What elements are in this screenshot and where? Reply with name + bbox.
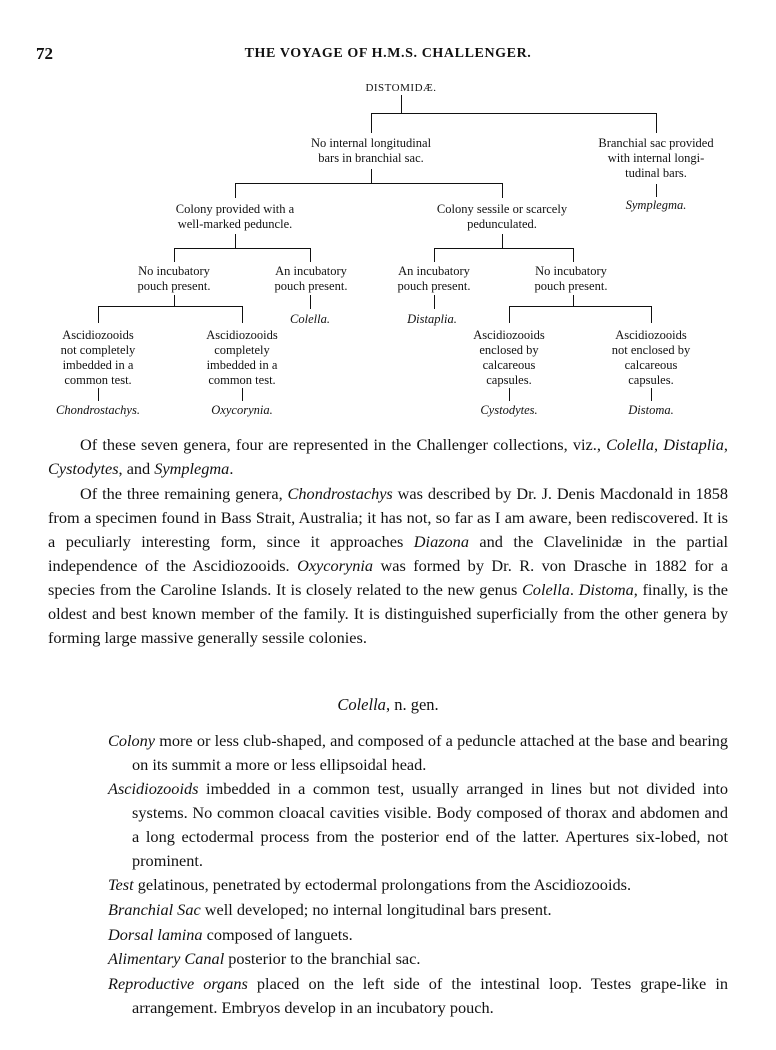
node-colony-sessile: Colony sessile or scarcely pedunculated.	[436, 202, 568, 231]
running-title: THE VOYAGE OF H.M.S. CHALLENGER.	[244, 46, 532, 61]
genus-symplegma: Symplegma.	[625, 198, 687, 212]
tree-line	[242, 388, 243, 401]
page-number: 72	[36, 44, 53, 63]
node-enclosed-capsules: Ascidiozooids enclosed by calcareous capsules.	[473, 328, 545, 387]
node-not-enclosed-capsules: Ascidiozooids not enclosed by calcareous capsules.	[611, 328, 691, 387]
node-no-incubatory-pouch-b: No incubatory pouch present.	[534, 264, 608, 293]
paragraph-remaining-genera	[48, 482, 728, 650]
node-colony-peduncle: Colony provided with a well-marked peduncle.	[175, 202, 295, 231]
tree-root-label: DISTOMIDÆ.	[365, 82, 437, 94]
tree-line	[98, 306, 243, 307]
node-completely-imbedded: Ascidiozooids completely imbedded in a common test.	[206, 328, 278, 387]
definition-term: Ascidiozooids	[108, 779, 199, 799]
definition-text: gelatinous, penetrated by ectodermal prolongations from the Ascidiozooids.	[133, 875, 632, 895]
tree-line	[371, 113, 372, 133]
text-run: .	[229, 459, 234, 478]
tree-line	[174, 248, 175, 262]
definition-term: Branchial Sac	[108, 899, 201, 919]
text-run: ,	[723, 435, 728, 454]
text-run: was described by Dr. J. Denis Macdonald in 1858 from a specimen found in Bass Strait, Australia; it has not, so far as I am aware, been rediscovered. It is a peculiarly interesting form, since it approaches	[48, 484, 729, 551]
tree-line	[434, 248, 435, 262]
tree-line	[371, 113, 657, 114]
text-run: , and	[118, 459, 155, 478]
tree-line	[401, 95, 402, 113]
definition-branchial-sac	[108, 898, 728, 922]
tree-line	[235, 183, 236, 198]
text-run: was formed by Dr. R. von Drasche in 1882 for a species from the Caroline Islands. It is closely related to the new genus	[48, 556, 728, 599]
tree-line	[509, 306, 652, 307]
node-no-internal-bars: No internal longitudinal bars in branchial sac.	[310, 136, 432, 165]
definition-text: posterior to the branchial sac.	[224, 949, 421, 969]
tree-line	[98, 306, 99, 323]
tree-line	[235, 183, 503, 184]
tree-line	[509, 306, 510, 323]
classification-tree	[0, 80, 776, 425]
tree-line	[174, 295, 175, 306]
genus-name: Chondrostachys	[287, 484, 393, 503]
definition-term: Alimentary Canal	[108, 949, 225, 969]
node-incubatory-pouch-b: An incubatory pouch present.	[397, 264, 471, 293]
genus-definition-list	[108, 729, 728, 1020]
tree-line	[235, 234, 236, 248]
definition-ascidiozooids	[108, 777, 728, 872]
definition-term: Reproductive organs	[108, 974, 248, 994]
definition-text: placed on the left side of the intestinal loop. Testes grape-like in arrangement. Embryos develop in an incubatory pouch.	[132, 974, 728, 1017]
genus-name: Diazona	[413, 532, 469, 551]
tree-line	[434, 248, 574, 249]
definition-text: imbedded in a common test, usually arranged in lines but not divided into systems. No common cloacal cavities visible. Body composed of thorax and abdomen and a long ectodermal process from the posterior end of the latter. Apertures six-lobed, not prominent.	[132, 779, 728, 870]
tree-line	[310, 248, 311, 262]
node-not-completely-imbedded: Ascidiozooids not completely imbedded in a common test.	[60, 328, 136, 387]
tree-line	[310, 295, 311, 309]
genus-distoma: Distoma.	[628, 403, 674, 417]
definition-colony	[108, 729, 728, 776]
section-suffix: , n. gen.	[385, 695, 439, 714]
tree-line	[651, 388, 652, 401]
text-run: , finally, is the oldest and best known member of the family. It is distinguished superficially from the other genera by forming large massive generally sessile colonies.	[48, 580, 729, 647]
tree-line	[656, 184, 657, 197]
genus-chondrostachys: Chondrostachys.	[56, 403, 140, 417]
text-run: Of these seven genera, four are represented in the Challenger collections, viz.,	[80, 435, 607, 454]
node-no-incubatory-pouch-a: No incubatory pouch present.	[137, 264, 211, 293]
tree-line	[656, 113, 657, 133]
genus-name: Colella	[521, 580, 570, 599]
definition-text: composed of languets.	[202, 924, 353, 944]
text-run: and the Clavelinidæ in the partial independence of the Ascidiozooids.	[48, 532, 729, 575]
text-run: .	[569, 580, 579, 599]
definition-term: Test	[108, 875, 134, 895]
definition-dorsal-lamina	[108, 923, 728, 947]
tree-line	[242, 306, 243, 323]
definition-term: Dorsal lamina	[108, 924, 203, 944]
definition-reproductive-organs	[108, 972, 728, 1019]
page-header	[0, 44, 776, 68]
text-run: Of the three remaining genera,	[80, 484, 288, 503]
tree-line	[174, 248, 311, 249]
tree-line	[371, 169, 372, 183]
definition-text: more or less club-shaped, and composed of a peduncle attached at the base and bearing on its summit a more or less ellipsoidal head.	[132, 731, 728, 774]
node-branchial-sac-provided: Branchial sac provided with internal longi- tudinal bars.	[598, 136, 714, 180]
tree-line	[573, 248, 574, 262]
tree-line	[573, 295, 574, 306]
genus-distaplia: Distaplia.	[407, 312, 457, 326]
genus-oxycorynia: Oxycorynia.	[211, 403, 273, 417]
node-incubatory-pouch-a: An incubatory pouch present.	[274, 264, 348, 293]
definition-test	[108, 873, 728, 897]
genus-name: Distoma	[578, 580, 634, 599]
text-run: ,	[654, 435, 664, 454]
tree-line	[434, 295, 435, 309]
section-genus: Colella	[337, 695, 386, 714]
genus-colella: Colella.	[290, 312, 330, 326]
genus-name: Cystodytes	[48, 459, 119, 478]
paragraph-genera-count	[48, 433, 728, 481]
genus-name: Symplegma	[154, 459, 230, 478]
tree-line	[98, 388, 99, 401]
definition-term: Colony	[108, 731, 156, 750]
section-heading	[0, 695, 776, 715]
tree-line	[651, 306, 652, 323]
genus-name: Distaplia	[663, 435, 724, 454]
genus-name: Oxycorynia	[297, 556, 374, 575]
tree-line	[509, 388, 510, 401]
genus-cystodytes: Cystodytes.	[480, 403, 538, 417]
tree-line	[502, 234, 503, 248]
definition-alimentary-canal	[108, 947, 728, 971]
definition-text: well developed; no internal longitudinal bars present.	[200, 899, 552, 919]
tree-line	[502, 183, 503, 198]
genus-name: Colella	[606, 435, 655, 454]
